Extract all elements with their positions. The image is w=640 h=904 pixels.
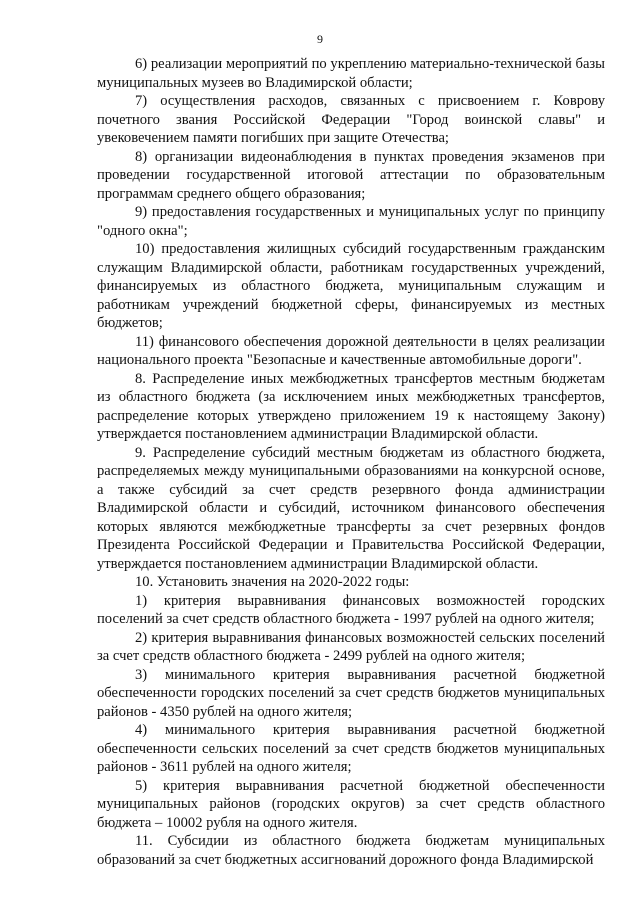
paragraph-criterion-3: 3) минимального критерия выравнивания расчетной бюджетной обеспеченности городских поселений за счет средств бюджетов муниципальных районов - 4350 рублей на одного жителя; bbox=[97, 666, 605, 720]
paragraph-item-7-kovrov: 7) осуществления расходов, связанных с присвоением г. Коврову почетного звания Российской Федерации "Город воинской славы" и увековечением памяти погибших при защите Отечества; bbox=[97, 93, 605, 146]
paragraph-item-8-video-surveillance: 8) организации видеонаблюдения в пунктах проведения экзаменов при проведении государственной итоговой аттестации по образовательным программам среднего общего образования; bbox=[97, 148, 605, 202]
paragraph-item-6-museums: 6) реализации мероприятий по укреплению материально-технической базы муниципальных музеев во Владимирской области; bbox=[97, 56, 605, 91]
paragraph-section-11: 11. Субсидии из областного бюджета бюджетам муниципальных образований за счет бюджетных ассигнований дорожного фонда Владимирской bbox=[97, 833, 605, 868]
paragraph-criterion-1: 1) критерия выравнивания финансовых возможностей городских поселений за счет средств областного бюджета - 1997 рублей на одного жителя; bbox=[97, 592, 605, 627]
paragraph-section-9: 9. Распределение субсидий местным бюджетам из областного бюджета, распределяемых между муниципальными образованиями на конкурсной основе, а также субсидий за счет средств резервного фонда администрации Владимирской области и субсидий, источником финансового обеспечения которых являются межбюджетные трансферты за счет резервных фондов Президента Российской Федерации и Правительства Российской Федерации, утверждается постановлением администрации Владимирской области. bbox=[97, 444, 605, 572]
paragraph-item-11-road-activity: 11) финансового обеспечения дорожной деятельности в целях реализации национального проекта "Безопасные и качественные автомобильные дороги". bbox=[97, 333, 605, 368]
paragraph-item-9-one-window: 9) предоставления государственных и муниципальных услуг по принципу "одного окна"; bbox=[97, 204, 605, 239]
paragraph-criterion-5: 5) критерия выравнивания расчетной бюджетной обеспеченности муниципальных районов (городских округов) за счет средств областного бюджета – 10002 рубля на одного жителя. bbox=[97, 777, 605, 831]
paragraph-item-10-housing-subsidies: 10) предоставления жилищных субсидий государственным гражданским служащим Владимирской области, работникам государственных учреждений, финансируемых из областного бюджета, муниципальным служащим и работникам учреждений бюджетной сферы, финансируемых из местных бюджетов; bbox=[97, 241, 605, 331]
paragraph-criterion-2: 2) критерия выравнивания финансовых возможностей сельских поселений за счет средств областного бюджета - 2499 рублей на одного жителя; bbox=[97, 629, 605, 664]
paragraph-criterion-4: 4) минимального критерия выравнивания расчетной бюджетной обеспеченности сельских поселений за счет средств бюджетов муниципальных районов - 3611 рублей на одного жителя; bbox=[97, 722, 605, 775]
page-number: 9 bbox=[317, 32, 323, 46]
document-body bbox=[97, 55, 605, 869]
paragraph-section-8: 8. Распределение иных межбюджетных трансфертов местным бюджетам из областного бюджета (за исключением иных межбюджетных трансфертов, распределение которых утверждено приложением 19 к настоящему Закону) утверждается постановлением администрации Владимирской области. bbox=[97, 370, 605, 442]
paragraph-section-10: 10. Установить значения на 2020-2022 годы: bbox=[135, 574, 410, 590]
